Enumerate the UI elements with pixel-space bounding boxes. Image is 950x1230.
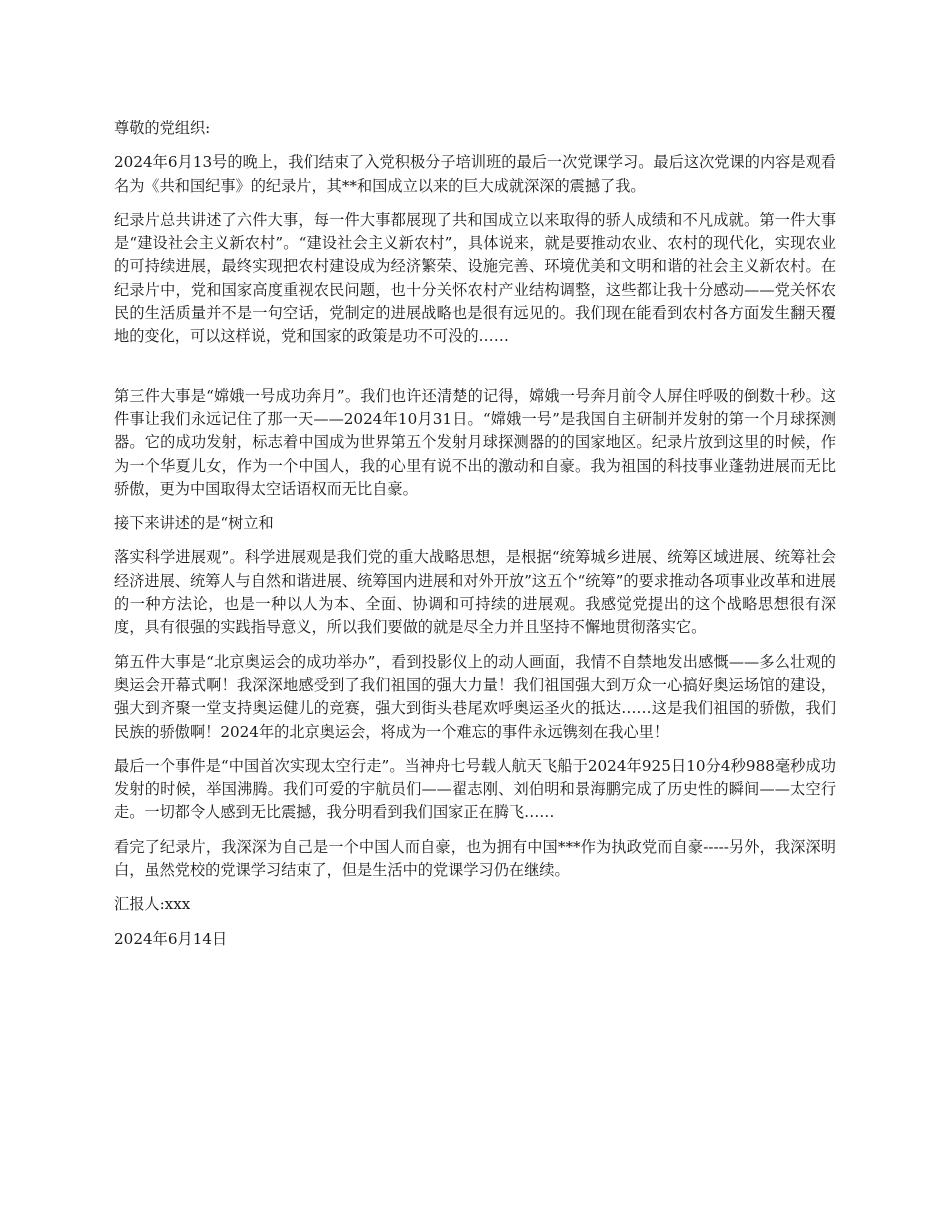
document-body	[114, 117, 836, 962]
date: 2024年6月14日	[114, 929, 228, 948]
paragraph: 第三件大事是“嫦娥一号成功奔月”。我们也许还清楚的记得，嫦娥一号奔月前令人屏住呼吸的倒数十秒。这件事让我们永远记住了那一天——2024年10月31日。“嫦娥一号”是我国自主研制并发射的第一个月球探测器。它的成功发射，标志着中国成为世界第五个发射月球探测器的的国家地区。纪录片放到这里的时候，作为一个华夏儿女，作为一个中国人，我的心里有说不出的激动和自豪。我为祖国的科技事业蓬勃进展而无比骄傲，更为中国取得太空话语权而无比自豪。	[114, 386, 836, 498]
paragraph: 最后一个事件是“中国首次实现太空行走”。当神舟七号载人航天飞船于2024年925日10分4秒988毫秒成功发射的时候，举国沸腾。我们可爱的宇航员们——翟志刚、刘伯明和景海鹏完成了历史性的瞬间——太空行走。一切都令人感到无比震撼，我分明看到我们国家正在腾飞……	[114, 756, 836, 822]
salutation: 尊敬的党组织:	[114, 119, 211, 137]
signature: 汇报人:xxx	[114, 895, 191, 914]
paragraph: 纪录片总共讲述了六件大事，每一件大事都展现了共和国成立以来取得的骄人成绩和不凡成就。第一件大事是“建设社会主义新农村”。“建设社会主义新农村”，具体说来，就是要推动农业、农村的现代化，实现农业的可持续进展，最终实现把农村建设成为经济繁荣、设施完善、环境优美和文明和谐的社会主义新农村。在纪录片中，党和国家高度重视农民问题，也十分关怀农村产业结构调整，这些都让我十分感动——党关怀农民的生活质量并不是一句空话，党制定的进展战略也是很有远见的。我们现在能看到农村各方面发生翻天覆地的变化，可以这样说，党和国家的政策是功不可没的……	[114, 210, 836, 346]
paragraph: 看完了纪录片，我深深为自己是一个中国人而自豪，也为拥有中国***作为执政党而自豪-----另外，我深深明白，虽然党校的党课学习结束了，但是生活中的党课学习仍在继续。	[114, 837, 836, 880]
paragraph: 接下来讲述的是“树立和	[114, 514, 274, 533]
paragraph: 第五件大事是“北京奥运会的成功举办”，看到投影仪上的动人画面，我情不自禁地发出感慨——多么壮观的奥运会开幕式啊！我深深地感受到了我们祖国的强大力量！我们祖国强大到万众一心搞好奥运场馆的建设，强大到齐聚一堂支持奥运健儿的竞赛，强大到街头巷尾欢呼奥运圣火的抵达……这是我们祖国的骄傲，我们民族的骄傲啊！2024年的北京奥运会，将成为一个难忘的事件永远镌刻在我心里！	[114, 652, 836, 741]
paragraph: 2024年6月13号的晚上，我们结束了入党积极分子培训班的最后一次党课学习。最后这次党课的内容是观看名为《共和国纪事》的纪录片，其**和国成立以来的巨大成就深深的震撼了我。	[114, 153, 836, 195]
paragraph: 落实科学进展观”。科学进展观是我们党的重大战略思想，是根据“统筹城乡进展、统筹区域进展、统筹社会经济进展、统筹人与自然和谐进展、统筹国内进展和对外开放”这五个“统筹”的要求推动各项事业改革和进展的一种方法论，也是一种以人为本、全面、协调和可持续的进展观。我感觉党提出的这个战略思想很有深度，具有很强的实践指导意义，所以我们要做的就是尽全力并且坚持不懈地贯彻落实它。	[114, 548, 836, 637]
